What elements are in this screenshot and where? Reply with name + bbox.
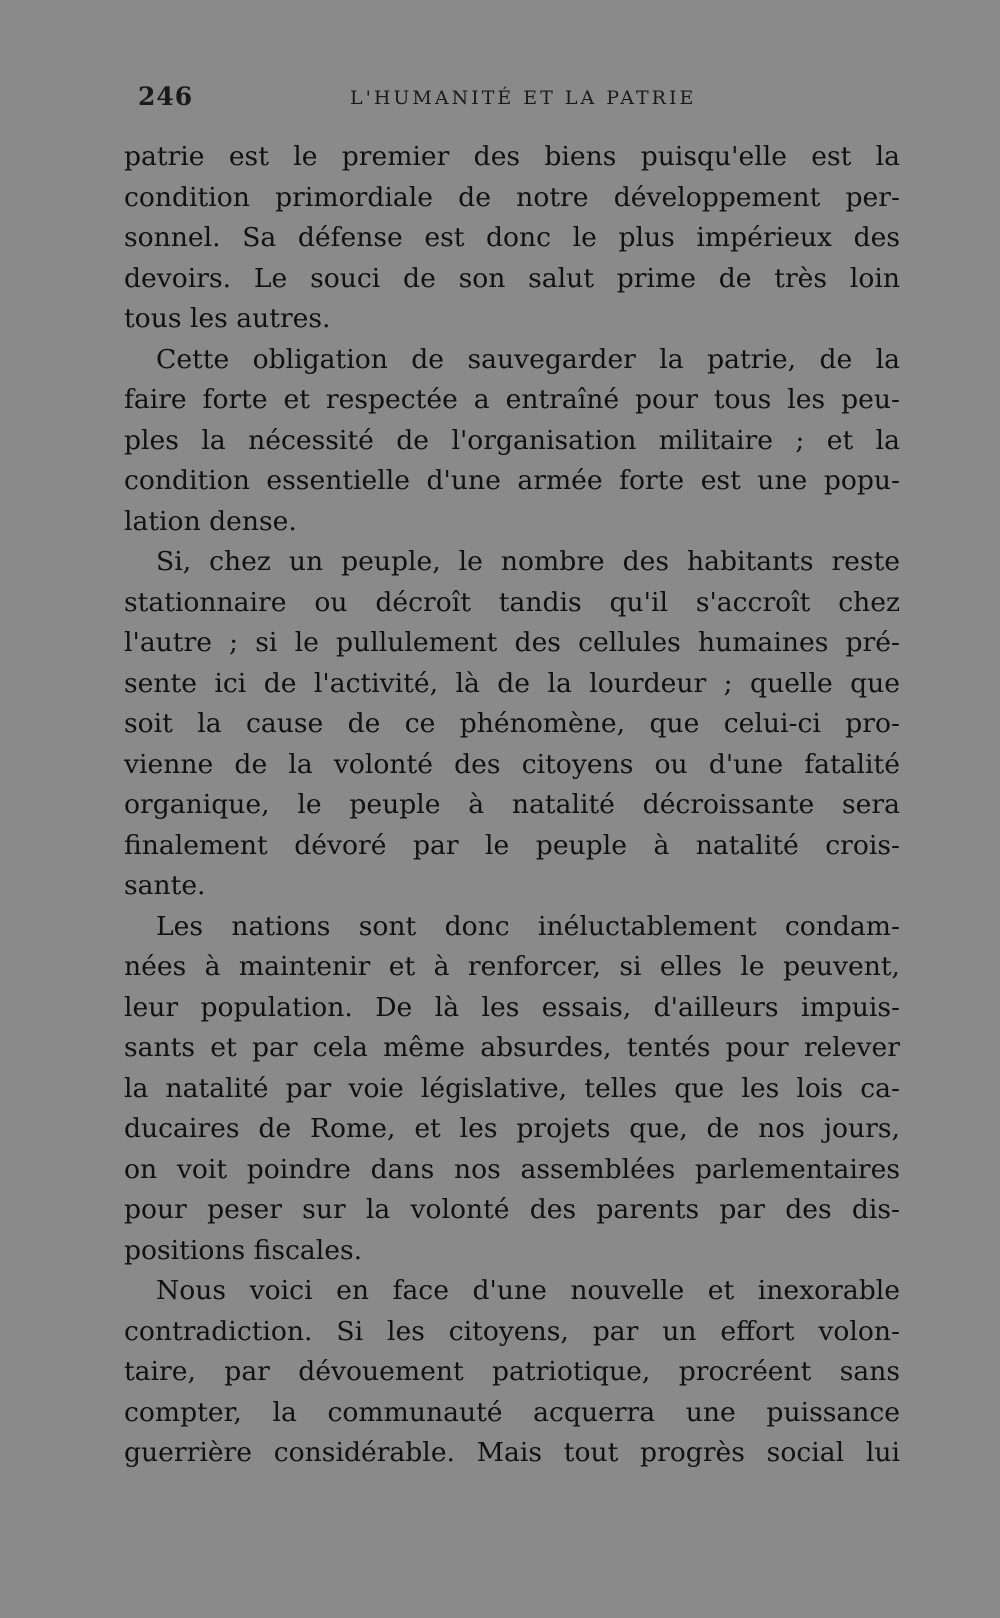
text-line: leur population. De là les essais, d'ailleurs impuis- [124,991,900,1023]
text-line: faire forte et respectée a entraîné pour tous les peu- [124,384,900,415]
text-line: on voit poindre dans nos assemblées parlementaires [124,1153,900,1185]
text-line: devoirs. Le souci de son salut prime de très loin [124,262,900,294]
text-line: finalement dévoré par le peuple à natalité crois- [124,829,900,861]
text-line: vienne de la volonté des citoyens ou d'une fatalité [124,748,900,780]
text-line: compter, la communauté acquerra une puissance [124,1396,900,1428]
text-line: organique, le peuple à natalité décroissante sera [124,789,900,820]
text-line: condition primordiale de notre développement per- [124,181,900,213]
text-line: sonnel. Sa défense est donc le plus impérieux des [124,222,900,253]
text-line: taire, par dévouement patriotique, procréent sans [124,1356,900,1387]
text-line: la natalité par voie législative, telles que les lois ca- [124,1072,900,1104]
text-line: Cette obligation de sauvegarder la patrie, de la [156,343,900,375]
body-text [124,137,900,1474]
text-line: contradiction. Si les citoyens, par un effort volon- [124,1315,900,1347]
running-head [138,82,904,122]
paragraph [124,340,900,543]
text-line: sente ici de l'activité, là de la lourdeur ; quelle que [124,667,900,699]
text-line: lation dense. [124,505,297,537]
text-line: l'autre ; si le pullulement des cellules humaines pré- [124,627,900,658]
paragraph [124,542,900,907]
text-line: sante. [124,870,206,901]
text-line: sants et par cela même absurdes, tentés pour relever [124,1032,900,1063]
text-line: guerrière considérable. Mais tout progrès social lui [124,1437,900,1468]
text-line: stationnaire ou décroît tandis qu'il s'accroît chez [124,586,900,618]
text-line: Nous voici en face d'une nouvelle et inexorable [156,1275,900,1306]
text-line: tous les autres. [124,303,331,334]
paragraph [124,1271,900,1474]
text-line: pour peser sur la volonté des parents par des dis- [124,1194,900,1225]
text-line: ples la nécessité de l'organisation militaire ; et la [124,424,900,456]
page-number: 246 [138,82,194,111]
paragraph [124,137,900,340]
text-line: condition essentielle d'une armée forte est une popu- [124,465,900,496]
text-line: positions fiscales. [124,1234,363,1266]
text-line: patrie est le premier des biens puisqu'elle est la [124,141,900,172]
paragraph [124,907,900,1272]
text-line: Les nations sont donc inéluctablement condam- [156,910,900,942]
text-line: Si, chez un peuple, le nombre des habitants reste [156,546,900,577]
text-line: ducaires de Rome, et les projets que, de nos jours, [124,1113,900,1144]
text-line: soit la cause de ce phénomène, que celui-ci pro- [124,708,900,739]
running-title: L'HUMANITÉ ET LA PATRIE [350,87,697,109]
text-line: nées à maintenir et à renforcer, si elles le peuvent, [124,951,900,982]
